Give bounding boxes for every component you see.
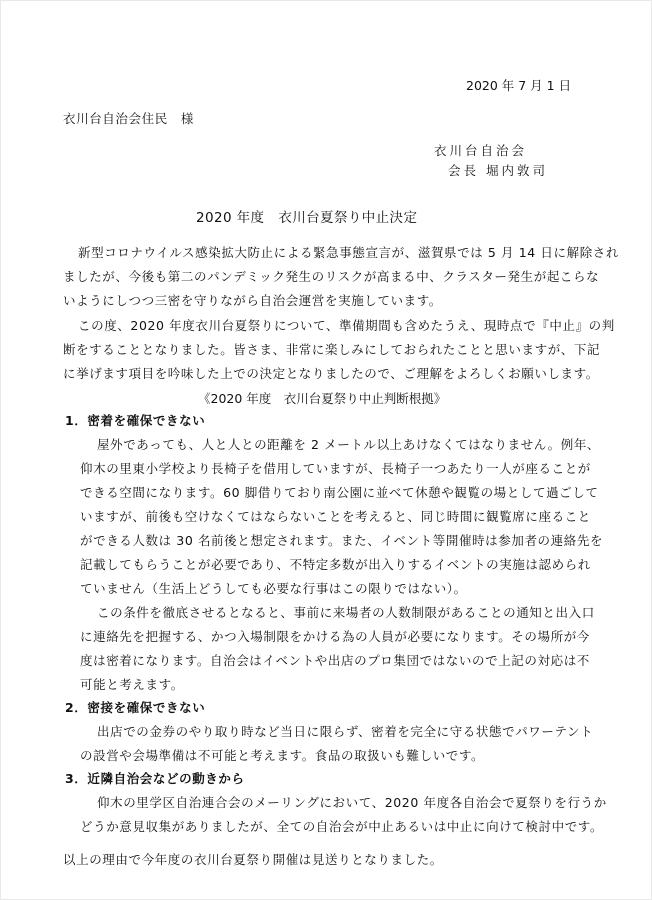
section-heading: 3．近隣自治会などの動きから: [65, 771, 245, 786]
sender-org: 衣川台自治会: [434, 143, 528, 158]
letter-date: 2020 年 7 月 1 日: [466, 78, 572, 93]
section-line: 仰木の里学区自治連合会のメーリングにおいて、2020 年度各自治会で夏祭りを行うか: [97, 795, 607, 810]
section-line: ていません（生活上どうしても必要な行事はこの限りではない）。: [80, 581, 467, 596]
section-heading: 1．密着を確保できない: [65, 413, 206, 428]
section-heading: 2．密接を確保できない: [65, 700, 206, 715]
document-title: 2020 年度 衣川台夏祭り中止決定: [196, 210, 418, 226]
section-line: どうか意見収集がありましたが、全ての自治会が中止あるいは中止に向けて検討中です。: [80, 819, 604, 834]
intro-line: いようにしつつ三密を守りながら自治会運営を実施しています。: [63, 293, 442, 308]
sender-name: 会長 堀内敦司: [448, 163, 548, 178]
para2-line: 断をすることとなりました。皆さま、非常に楽しみにしておられたことと思いますが、下記: [63, 342, 601, 357]
basis-heading: 《2020 年度 衣川台夏祭り中止判断根拠》: [198, 391, 447, 406]
para2-line: この度、2020 年度衣川台夏祭りについて、準備期間も含めたうえ、現時点で『中止』の判: [78, 318, 615, 333]
section-line: 出店での金券のやり取り時など当日に限らず、密着を完全に守る状態でパワーテント: [97, 724, 594, 739]
section-line: 屋外であっても、人と人との距離を 2 メートル以上あけなくてはなりません。例年、: [97, 437, 601, 452]
section-line: に連絡先を把握する、かつ入場制限をかける為の人員が必要になります。その場所が今: [80, 629, 590, 644]
intro-line: ましたが、今後も第二のパンデミック発生のリスクが高まる中、クラスター発生が起こらな: [63, 269, 600, 284]
section-line: この条件を徹底させるとなると、事前に来場者の人数制限があることの通知と出入口: [97, 605, 595, 620]
section-line: いますが、前後も空けなくてはならないことを考えると、同じ時間に観覧席に座ること: [80, 509, 591, 524]
section-line: できる空間になります。60 脚借りており南公園に並べて休憩や観覧の場として過ごして: [80, 485, 599, 500]
conclusion: 以上の理由で今年度の衣川台夏祭り開催は見送りとなりました。: [63, 852, 443, 867]
section-line: 可能と考えます。: [80, 677, 184, 692]
recipient: 衣川台自治会住民 様: [63, 111, 195, 126]
section-line: ができる人数は 30 名前後と想定されます。また、イベント等開催時は参加者の連絡先を: [80, 533, 604, 548]
section-line: 記載してもらうことが必要であり、不特定多数が出入りするイベントの実施は認められ: [80, 557, 591, 572]
para2-line: に挙げます項目を吟味した上での決定となりましたので、ご理解をよろしくお願いします。: [63, 366, 599, 381]
section-line: の設営や会場準備は不可能と考えます。食品の取扱いも難しいです。: [80, 748, 485, 763]
intro-line: 新型コロナウイルス感染拡大防止による緊急事態宣言が、滋賀県では 5 月 14 日に解除され: [78, 245, 620, 260]
section-line: 度は密着になります。自治会はイベントや出店のプロ集団ではないので上記の対応は不: [80, 653, 590, 668]
section-line: 仰木の里東小学校より長椅子を借用していますが、長椅子一つあたり一人が座ることが: [80, 461, 591, 476]
